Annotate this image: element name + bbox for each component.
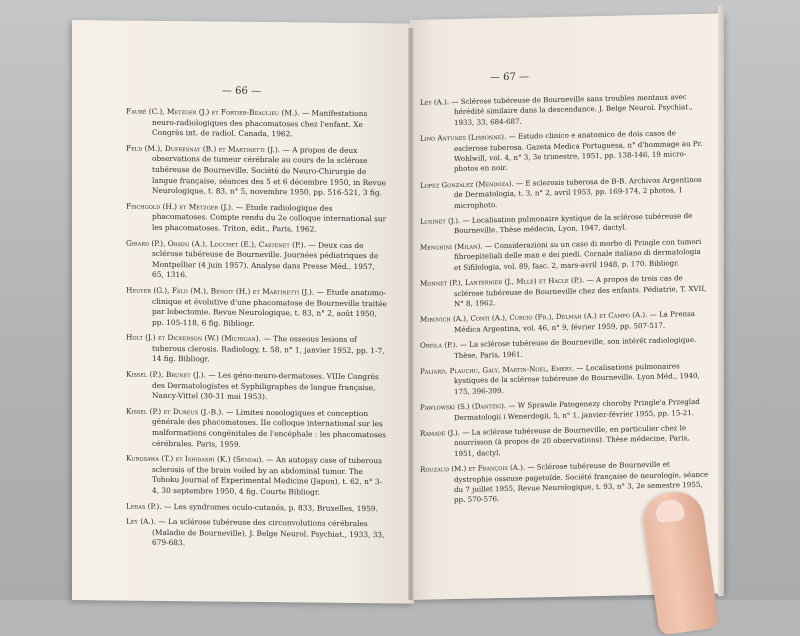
- entry-text: — Deux cas de sclérose tubéreuse de Bourneville. Journées pédiatriques de Montpellier (4 juin 1957). Analyse dans Presse Méd., 1957, 65, 1316.: [152, 239, 379, 280]
- fingernail: [653, 497, 686, 525]
- entry-text: — La sclérose tubéreuse de Bourneville, son intérêt radiologique. Thèse, Paris, 1961.: [454, 335, 697, 360]
- entry-author: Lusinet (J.).: [420, 216, 461, 226]
- bibliography-entry: [420, 335, 710, 362]
- entry-text: — Limites nosologiques et conception générale des phacomatoses. IIe colloque international sur les malformations congénitales de l'encéphale : les phacomatoses cérébrales. Paris, 1959.: [152, 407, 386, 449]
- entry-author: Lebas (P.).: [126, 501, 162, 511]
- entry-author: Ley (A.).: [420, 97, 450, 107]
- entry-author: Menghini (Milan).: [420, 241, 483, 252]
- entry-text: — W Sprawle Patogenezy choroby Pringle'a Przeglad Dermatologii i Wenerdogii, 5, n° 1, janvier-février 1955, pp. 15-21.: [454, 397, 700, 422]
- bibliography-entry: [126, 107, 388, 142]
- entry-text: — Les géno-neuro-dermatoses. VIIIe Congrès des Dermatologistes et Syphiligraphes de langue française, Nancy-Vittel (30-31 mai 1953).: [152, 370, 379, 402]
- bibliography-list: [420, 92, 710, 512]
- entry-text: — Manifestations neuro-radiologiques des phacomatoses chez l'enfant. Xe Congrès int. de radiol. Canada, 1962.: [152, 108, 368, 139]
- entry-text: — La sclérose tubéreuse des circonvolutions cérébrales (Maladie de Bourneville), J. Belge Neurol. Psychiat., 1933, 33, 679-683.: [152, 517, 385, 548]
- bibliography-entry: [126, 501, 388, 514]
- bibliography-entry: [420, 92, 710, 129]
- bibliography-entry: [420, 237, 710, 274]
- entry-author: Mirovich (A.), Conti (A.), Curcio (Fr.), Delmah (A.) et Campo (A.).: [420, 310, 648, 325]
- entry-author: Ramade (J.).: [420, 427, 460, 438]
- bibliography-list: [126, 107, 388, 557]
- bibliography-entry: [126, 285, 388, 330]
- entry-text: — Les syndromes oculo-cutanés, p. 833, Bruxelles, 1959.: [161, 501, 378, 513]
- bibliography-entry: [126, 238, 388, 283]
- bibliography-entry: [420, 128, 710, 176]
- entry-text: — Localisation pulmonaire kystique de la sclérose tubéreuse de Bourneville. Thèse médecin, Lyon, 1947, dactyl.: [454, 211, 693, 236]
- entry-text: — La sclérose tubéreuse de Bourneville, en particulier chez le nourrisson (à propos de 20 observations). Thèse médecine, Paris, 1951, dactyl.: [454, 423, 690, 458]
- bibliography-entry: [126, 370, 388, 405]
- bibliography-entry: [420, 361, 710, 398]
- entry-author: Lino Antunes (Lisbonne).: [420, 132, 507, 144]
- entry-author: Ley (A.).: [126, 516, 157, 527]
- entry-text: — An autopsy case of tuberous sclerosis of the brain voiled by an abdominal tumor. The Tohoku Journal of Experimental Medicine (Japon), t. 62, n° 3-4, 30 septembre 1950, 4 fig. Courte Bibliogr.: [152, 455, 383, 497]
- entry-text: — Sclérose tubéreuse de Bourneville sans troubles mentaux avec hérédité similaire dans la descendance. J. Belge Neurol. Psychiat., 1933, 33, 684-687.: [449, 92, 693, 127]
- bibliography-entry: [126, 406, 388, 451]
- entry-author: Lopez Gonzalez (Mendoza).: [420, 178, 514, 190]
- bibliography-entry: [420, 273, 710, 310]
- bibliography-entry: [420, 309, 710, 336]
- entry-author: Heuyer (G.), Feld (M.), Benoit (H.) et Martinetti (J.).: [126, 285, 315, 297]
- entry-author: Girard (P.), Orsini (A.), Louchet (E.), Castenet (P.).: [126, 238, 307, 249]
- entry-author: Feld (M.), Dufresnay (B.) et Martinetti (J.).: [126, 143, 281, 154]
- entry-author: Orfila (P.).: [420, 340, 458, 350]
- entry-author: Fauré (C.), Metzger (J.) et Fortier-Beaulieu (M.).: [126, 106, 300, 118]
- entry-author: Kissel (P.) et Dureux (J.-B.).: [126, 406, 224, 417]
- entry-text: — Estudo clinico e anatomico de dois casos de esclerose tuberosa. Gazeta Medica Portuguesa, n° d'hommage au Pr. Wohlwill, vol. 4, n° 3, 3e trimestre, 1951, pp. 138-146, 19 micro-photos en noir.: [454, 128, 703, 174]
- entry-text: — Sclérose tubéreuse de Bourneville et dystrophie osseuse pagetoïde. Société française de neurologie, séance du 7 juillet 1955, Revue Neurologique, t. 93, n° 3, 2e semestre 1955, pp. 570-576.: [454, 459, 709, 505]
- page-number: — 66 —: [222, 85, 262, 97]
- entry-text: — Etude anatomo-clinique et évolutive d'une phacomatose de Bourneville traitée par lobectomie. Revue Neurologique, t. 83, n° 2, août 1950, pp. 105-118, 6 fig. Bibliogr.: [152, 287, 387, 328]
- page-number: — 67 —: [490, 71, 530, 84]
- open-book: [72, 20, 722, 600]
- bibliography-entry: [420, 397, 710, 424]
- entry-author: Monnet (P.), Lanternier (J., Mlle) et Hacle (P.).: [420, 275, 585, 288]
- entry-text: — La Prensa Médica Argentina, vol. 46, n° 9, février 1959, pp. 507-517.: [454, 309, 695, 334]
- left-page: [72, 20, 414, 604]
- bibliography-entry: [420, 423, 710, 460]
- entry-author: Kurosawa (T.) et Ishibashi (K.) (Sendai).: [126, 453, 264, 465]
- bibliography-entry: [126, 333, 388, 368]
- entry-author: Fischgold (H.) et Metzger (J.).: [126, 201, 234, 212]
- entry-author: Holt (J.) et Dickerson (W.) (Michigan).: [126, 332, 262, 344]
- bibliography-entry: [126, 517, 388, 552]
- bibliography-entry: [126, 201, 388, 236]
- page-edges: [718, 6, 724, 596]
- entry-text: — Localisations pulmonaires kystiques de la sclérose tubéreuse de Bourneville. Lyon Méd., 1940, 175, 396-399.: [454, 361, 700, 396]
- entry-text: — Considerazioni su un caso di morbo di Pringle con tumori fibroepiteliali delle man e dei piedi. Cornale italiano di dermatologia et Sifilologia, vol. 89, fasc. 2, mars-avril 1948, p. 170. Bibliogr.: [454, 236, 702, 272]
- entry-text: — Etude radiologique des phacomatoses. Compte rendu du 2e colloque international sur les phacomatoses. Triton, édit., Paris, 1962.: [152, 202, 387, 234]
- bibliography-entry: [420, 211, 710, 238]
- bibliography-entry: [126, 143, 388, 199]
- bibliography-entry: [126, 454, 388, 499]
- entry-author: Kissel (P.), Brunet (J.).: [126, 369, 206, 380]
- entry-author: Paliard, Plauchu, Galy, Martin-Noel, Emery.: [420, 363, 575, 376]
- entry-text: — The osseous lesions of tuberous clerosis. Radiology, t. 58, n° 1, janvier 1952, pp. 1-7, 14 fig. Bibliogr.: [152, 334, 385, 364]
- entry-author: Pawlowski (S.) (Dantzig).: [420, 401, 507, 412]
- entry-text: — A propos de deux observations de tumeur cérébrale au cours de la sclérose tubéreuse de Bourneville. Société de Neuro-Chirurgie de langue française, séances des 5 et 6 décembre 1950, in Revue Neurologique, t. 83, n° 5, novembre 1950, pp. 516-521, 3 fig.: [152, 144, 386, 198]
- entry-text: — E sclerosis tuberosa de B-B. Archivos Argentinos de Dermatologia, t. 3, n° 2, avril 1953, pp. 169-174, 2 photos, 1 microphoto.: [454, 174, 702, 210]
- book-spine: [408, 28, 414, 600]
- bibliography-entry: [420, 175, 710, 212]
- entry-author: Rouzaud (M.) et François (A.).: [420, 462, 526, 474]
- entry-text: — A propos de trois cas de sclérose tubéreuse de Bourneville chez des enfants. Pédiatrie, T. XVII, N° 8, 1962.: [454, 273, 707, 308]
